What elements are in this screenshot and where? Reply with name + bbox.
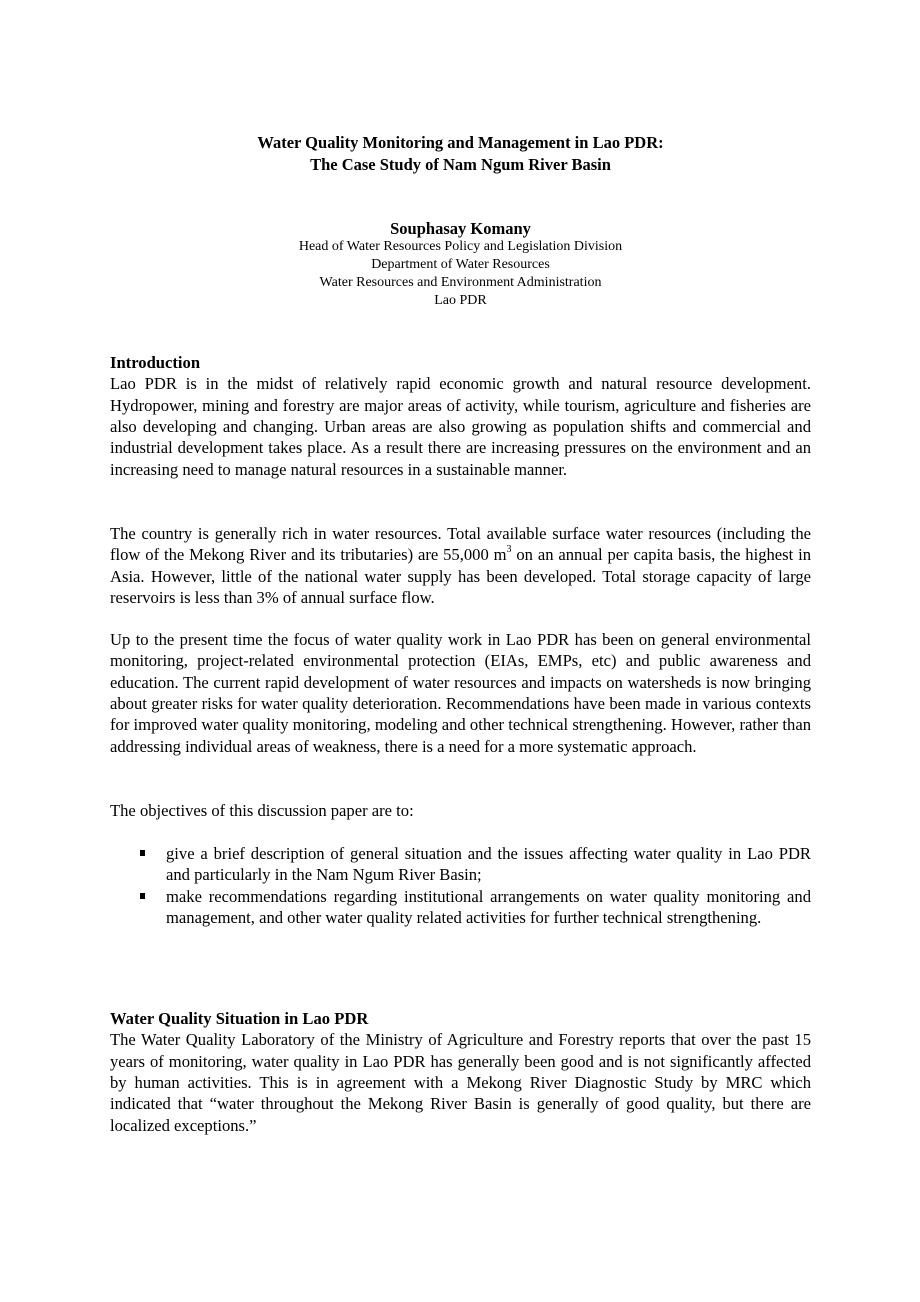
section-heading-introduction: Introduction [110, 353, 201, 372]
introduction-section [110, 352, 811, 480]
section-heading-situation: Water Quality Situation in Lao PDR [110, 1009, 369, 1028]
water-quality-situation-section [110, 1008, 811, 1136]
paragraph-text: Up to the present time the focus of water quality work in Lao PDR has been on general environmental monitoring, project-related environmental protection (EIAs, EMPs, etc) and public awareness and education. The current rapid development of water resources and impacts on watersheds is now bringing about greater risks for water quality deterioration. Recommendations have been made in various contexts for improved water quality monitoring, modeling and other technical strengthening. However, rather than addressing individual areas of weakness, there is a need for a more systematic approach. [110, 630, 811, 756]
list-item [110, 886, 811, 929]
list-item-text: make recommendations regarding institutional arrangements on water quality monitoring and management, and other water quality related activities for further technical strengthening. [166, 886, 811, 928]
paragraph-text: The objectives of this discussion paper are to: [110, 801, 414, 820]
square-bullet-icon [140, 850, 145, 856]
author-affiliations [110, 238, 811, 310]
superscript: 3 [506, 543, 512, 555]
paper-title [110, 132, 811, 175]
affiliation-line: Lao PDR [434, 293, 487, 308]
paragraph-text: The country is generally rich in water resources. Total available surface water resources (including the flow of the Mekong River and its tributaries) are 55,000 m [110, 524, 811, 565]
situation-paragraph-1: The Water Quality Laboratory of the Ministry of Agriculture and Forestry reports that over the past 15 years of monitoring, water quality in Lao PDR has generally been good and is not significantly affected by human activities. This is in agreement with a Mekong River Diagnostic Study by MRC which indicated that “water throughout the Mekong River Basin is generally of good quality, but there are localized exceptions.” [110, 1030, 811, 1135]
author-name: Souphasay Komany [390, 219, 531, 238]
introduction-paragraph-3 [110, 629, 811, 757]
square-bullet-icon [140, 893, 145, 899]
introduction-paragraph-1: Lao PDR is in the midst of relatively rapid economic growth and natural resource development. Hydropower, mining and forestry are major areas of activity, while tourism, agriculture and fisheries are also developing and changing. Urban areas are also growing as population shifts and commercial and industrial development takes place. As a result there are increasing pressures on the environment and an increasing need to manage natural resources in a sustainable manner. [110, 374, 811, 479]
title-line-1: Water Quality Monitoring and Management in Lao PDR: [257, 133, 664, 152]
paragraph-text: on an annual per capita basis, the highest in Asia. However, little of the national water supply has been developed. Total storage capacity of large reservoirs is less than 3% of annual surface flow. [110, 545, 811, 608]
affiliation-line: Head of Water Resources Policy and Legislation Division [298, 239, 623, 254]
affiliation-line: Department of Water Resources [371, 257, 550, 272]
introduction-paragraph-4 [110, 800, 811, 821]
introduction-paragraph-2 [110, 523, 811, 608]
list-item-text: give a brief description of general situation and the issues affecting water quality in Lao PDR and particularly in the Nam Ngum River Basin; [166, 844, 811, 885]
affiliation-line: Water Resources and Environment Administration [319, 275, 602, 290]
title-line-2: The Case Study of Nam Ngum River Basin [310, 154, 611, 174]
objectives-list [110, 843, 811, 928]
list-item [110, 843, 811, 886]
